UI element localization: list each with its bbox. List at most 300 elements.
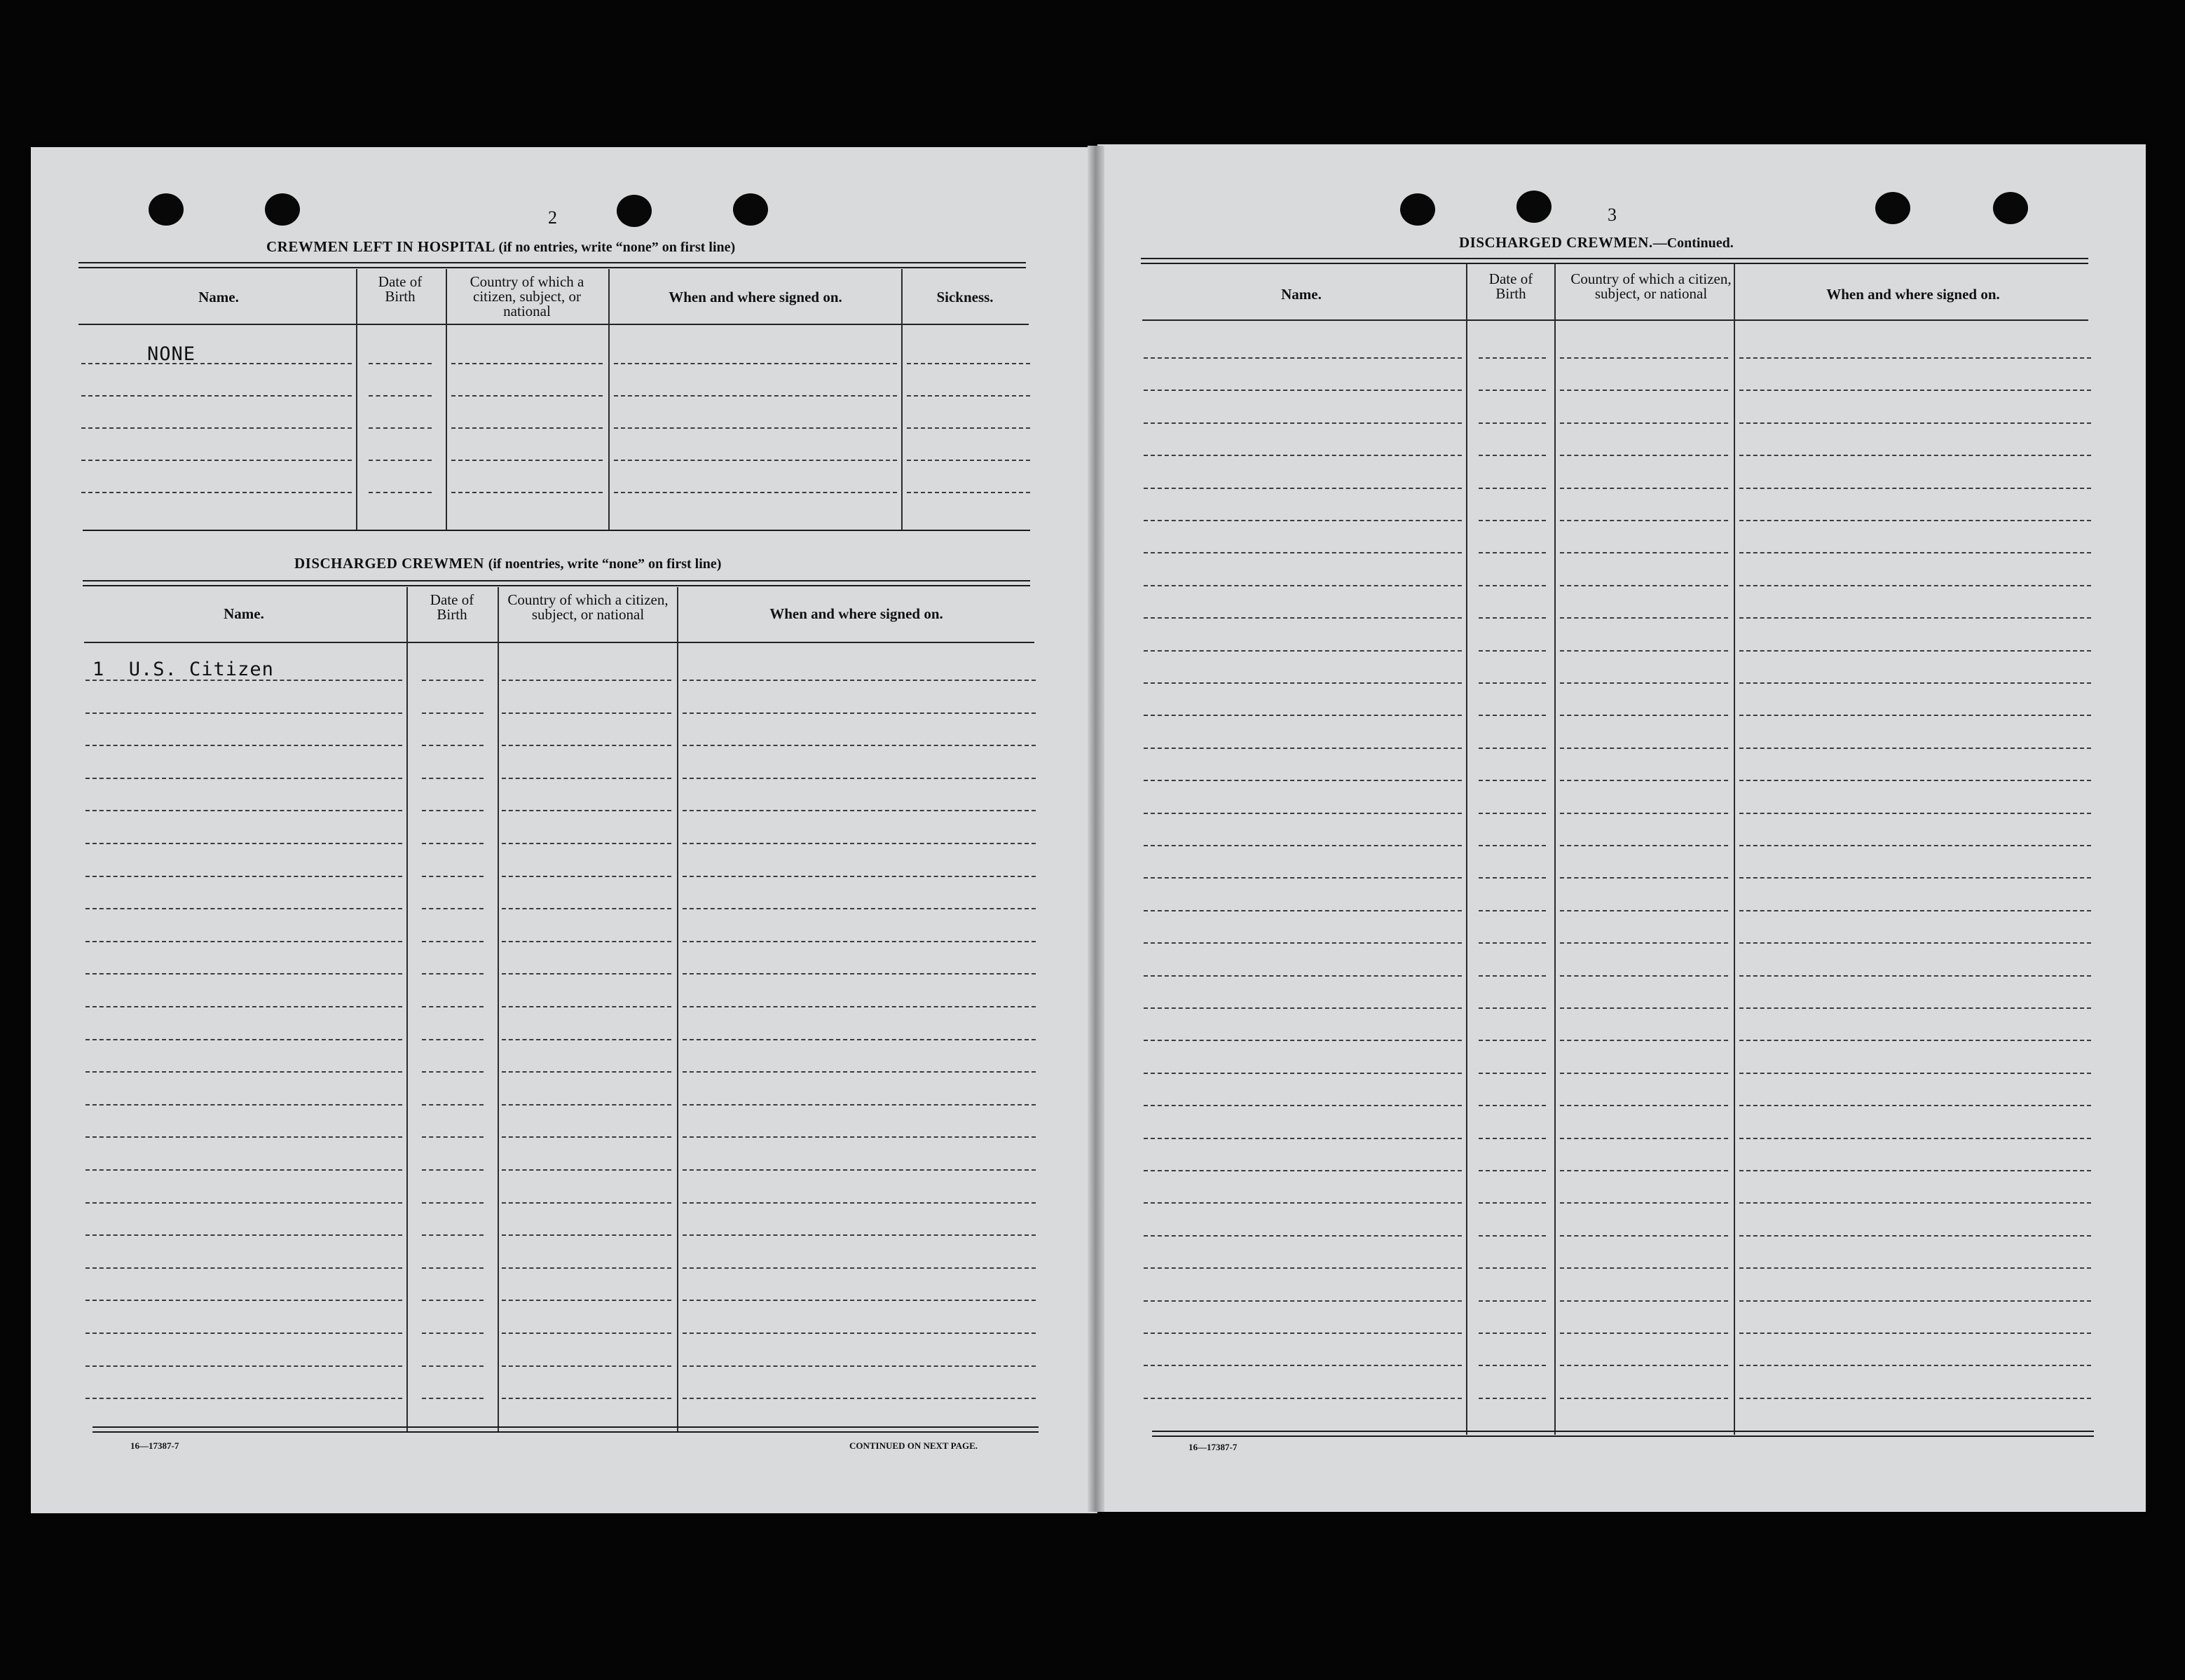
- entry-line: [1144, 845, 1462, 846]
- entry-line: [85, 1104, 402, 1106]
- continued-note: CONTINUED ON NEXT PAGE.: [849, 1440, 978, 1451]
- entry-line: [1479, 877, 1546, 879]
- entry-line: [1560, 845, 1728, 846]
- entry-line: [1560, 748, 1728, 749]
- entry-line: [1144, 715, 1462, 716]
- entry-line: [1479, 617, 1546, 619]
- entry-line: [85, 941, 402, 942]
- entry-line: [422, 712, 484, 714]
- entry-line: [1739, 748, 2091, 749]
- entry-line: [1560, 1365, 1728, 1366]
- entry-line: [1144, 1073, 1462, 1074]
- right-form-page: [1097, 144, 2146, 1512]
- entry-line: [1479, 910, 1546, 911]
- entry-line: [1479, 422, 1546, 424]
- hospital-top-rule: [78, 262, 1026, 268]
- entry-line: [422, 1300, 484, 1301]
- discharged-col-divider: [677, 587, 678, 1432]
- entry-line: [502, 876, 671, 877]
- entry-line: [1144, 748, 1462, 749]
- entry-line: [369, 395, 432, 397]
- entry-line: [1739, 877, 2091, 879]
- entry-line: [81, 492, 352, 493]
- entry-line: [1560, 357, 1728, 359]
- entry-line: [683, 1039, 1036, 1040]
- entry-line: [683, 745, 1036, 746]
- entry-line: [1560, 488, 1728, 489]
- entry-line: [1144, 455, 1462, 456]
- entry-line: [1144, 682, 1462, 684]
- continued-col-country: Country of which a citizen, subject, or national: [1570, 270, 1732, 302]
- entry-line: [683, 1202, 1036, 1204]
- discharged-top-rule: [83, 580, 1030, 586]
- entry-line: [81, 427, 352, 429]
- entry-line: [1144, 422, 1462, 424]
- entry-line: [1739, 1398, 2091, 1399]
- entry-line: [683, 1365, 1036, 1367]
- entry-line: [1560, 1040, 1728, 1041]
- entry-line: [1560, 1007, 1728, 1009]
- entry-line: [1144, 813, 1462, 814]
- continued-col-divider: [1466, 263, 1467, 1435]
- entry-line: [1144, 1138, 1462, 1139]
- entry-line: [81, 395, 352, 397]
- entry-line: [451, 363, 603, 364]
- entry-line: [1560, 1267, 1728, 1269]
- entry-line: [1560, 390, 1728, 391]
- discharged-first-entry: 1 U.S. Citizen: [93, 659, 274, 680]
- discharged-header-rule: [84, 642, 1034, 643]
- entry-line: [1560, 520, 1728, 521]
- hospital-col-divider: [901, 269, 903, 530]
- entry-line: [1560, 910, 1728, 911]
- entry-line: [502, 908, 671, 909]
- hospital-col-signed-on: When and where signed on.: [669, 289, 842, 305]
- entry-line: [1739, 780, 2091, 781]
- entry-line: [683, 843, 1036, 844]
- entry-line: [1739, 975, 2091, 977]
- entry-line: [422, 778, 484, 779]
- entry-line: [1144, 1333, 1462, 1334]
- entry-line: [85, 745, 402, 746]
- hospital-col-divider: [608, 269, 610, 530]
- entry-line: [1479, 1138, 1546, 1139]
- entry-line: [683, 680, 1036, 681]
- entry-line: [1560, 1073, 1728, 1074]
- entry-line: [1479, 1040, 1546, 1041]
- entry-line: [1739, 715, 2091, 716]
- entry-line: [1479, 1007, 1546, 1009]
- entry-line: [1739, 488, 2091, 489]
- entry-line: [1560, 585, 1728, 586]
- entry-line: [907, 460, 1030, 461]
- entry-line: [1739, 1073, 2091, 1074]
- entry-line: [1739, 813, 2091, 814]
- continued-top-rule: [1141, 258, 2088, 264]
- entry-line: [1739, 1105, 2091, 1106]
- entry-line: [369, 427, 432, 429]
- entry-line: [1739, 585, 2091, 586]
- entry-line: [1739, 845, 2091, 846]
- entry-line: [422, 941, 484, 942]
- entry-line: [1144, 1007, 1462, 1009]
- entry-line: [502, 1071, 671, 1073]
- entry-line: [85, 1039, 402, 1040]
- entry-line: [1479, 1170, 1546, 1171]
- entry-line: [85, 1071, 402, 1073]
- continued-section-title: [1459, 234, 1734, 252]
- entry-line: [1144, 390, 1462, 391]
- entry-line: [502, 778, 671, 779]
- entry-line: [614, 363, 897, 364]
- entry-line: [85, 1202, 402, 1204]
- entry-line: [422, 1039, 484, 1040]
- entry-line: [683, 1300, 1036, 1301]
- entry-line: [1739, 1300, 2091, 1302]
- entry-line: [85, 973, 402, 975]
- entry-line: [1560, 1202, 1728, 1204]
- entry-line: [1560, 1398, 1728, 1399]
- entry-line: [422, 908, 484, 909]
- entry-line: [85, 876, 402, 877]
- entry-line: [1739, 390, 2091, 391]
- entry-line: [1144, 1267, 1462, 1269]
- continued-header-rule: [1142, 319, 2088, 321]
- entry-line: [1560, 942, 1728, 944]
- entry-line: [1144, 1040, 1462, 1041]
- entry-line: [1479, 1235, 1546, 1237]
- entry-line: [422, 1333, 484, 1334]
- continued-col-name: Name.: [1281, 286, 1322, 303]
- entry-line: [1560, 813, 1728, 814]
- entry-line: [907, 363, 1030, 364]
- entry-line: [907, 395, 1030, 397]
- entry-line: [502, 810, 671, 811]
- entry-line: [85, 1300, 402, 1301]
- hospital-bottom-rule: [83, 530, 1030, 531]
- entry-line: [1479, 845, 1546, 846]
- entry-line: [1739, 682, 2091, 684]
- entry-line: [1560, 1300, 1728, 1302]
- entry-line: [451, 492, 603, 493]
- entry-line: [422, 1267, 484, 1269]
- entry-line: [1479, 357, 1546, 359]
- entry-line: [81, 363, 352, 364]
- entry-line: [1560, 1105, 1728, 1106]
- entry-line: [1560, 552, 1728, 553]
- entry-line: [1479, 585, 1546, 586]
- entry-line: [422, 1104, 484, 1106]
- discharged-col-name: Name.: [224, 605, 264, 622]
- entry-line: [1144, 942, 1462, 944]
- entry-line: [502, 1104, 671, 1106]
- hospital-title-main: CREWMEN LEFT IN HOSPITAL: [266, 238, 495, 255]
- entry-line: [1560, 1138, 1728, 1139]
- continued-title-main: DISCHARGED CREWMEN.: [1459, 234, 1653, 251]
- entry-line: [422, 680, 484, 681]
- entry-line: [85, 1333, 402, 1334]
- entry-line: [1144, 585, 1462, 586]
- entry-line: [502, 1365, 671, 1367]
- entry-line: [1739, 552, 2091, 553]
- entry-line: [1560, 1235, 1728, 1237]
- entry-line: [1144, 780, 1462, 781]
- continued-col-dob: Date of Birth: [1488, 270, 1533, 302]
- entry-line: [422, 876, 484, 877]
- entry-line: [422, 810, 484, 811]
- entry-line: [1739, 910, 2091, 911]
- discharged-col-divider: [406, 587, 408, 1432]
- entry-line: [1739, 1333, 2091, 1334]
- entry-line: [1739, 422, 2091, 424]
- entry-line: [85, 712, 402, 714]
- entry-line: [1144, 1365, 1462, 1366]
- entry-line: [1479, 1202, 1546, 1204]
- entry-line: [451, 427, 603, 429]
- entry-line: [683, 908, 1036, 909]
- form-number: 16—17387-7: [1189, 1442, 1238, 1452]
- entry-line: [614, 492, 897, 493]
- hospital-col-dob: Date of Birth: [378, 273, 423, 305]
- entry-line: [85, 1398, 402, 1399]
- entry-line: [1144, 1170, 1462, 1171]
- entry-line: [1479, 1365, 1546, 1366]
- hospital-section-title: [266, 238, 735, 256]
- entry-line: [502, 1039, 671, 1040]
- punch-hole: [733, 193, 768, 226]
- entry-line: [85, 1136, 402, 1138]
- entry-line: [85, 1365, 402, 1367]
- entry-line: [1739, 1202, 2091, 1204]
- entry-line: [1560, 650, 1728, 652]
- continued-col-divider: [1554, 263, 1556, 1435]
- discharged-bottom-rule: [93, 1426, 1039, 1433]
- hospital-title-note: (if no entries, write “none” on first line): [498, 240, 736, 255]
- entry-line: [502, 973, 671, 975]
- punch-hole: [1400, 193, 1435, 226]
- entry-line: [683, 1136, 1036, 1138]
- entry-line: [1479, 715, 1546, 716]
- entry-line: [1479, 455, 1546, 456]
- hospital-col-sickness: Sickness.: [936, 289, 994, 305]
- entry-line: [1560, 780, 1728, 781]
- entry-line: [683, 810, 1036, 811]
- entry-line: [369, 363, 432, 364]
- entry-line: [1144, 877, 1462, 879]
- entry-line: [451, 460, 603, 461]
- entry-line: [1144, 910, 1462, 911]
- entry-line: [502, 712, 671, 714]
- entry-line: [614, 427, 897, 429]
- entry-line: [502, 1267, 671, 1269]
- entry-line: [683, 1006, 1036, 1007]
- continued-bottom-rule: [1152, 1431, 2094, 1437]
- entry-line: [85, 810, 402, 811]
- discharged-col-country: Country of which a citizen, subject, or national: [507, 591, 669, 623]
- entry-line: [85, 843, 402, 844]
- entry-line: [1739, 1235, 2091, 1237]
- entry-line: [502, 941, 671, 942]
- entry-line: [1739, 942, 2091, 944]
- entry-line: [422, 973, 484, 975]
- entry-line: [1144, 1235, 1462, 1237]
- entry-line: [1479, 942, 1546, 944]
- entry-line: [502, 1333, 671, 1334]
- discharged-col-divider: [498, 587, 499, 1432]
- entry-line: [502, 1300, 671, 1301]
- entry-line: [1479, 1300, 1546, 1302]
- entry-line: [907, 427, 1030, 429]
- hospital-col-name: Name.: [198, 289, 239, 305]
- entry-line: [1739, 1267, 2091, 1269]
- entry-line: [1479, 390, 1546, 391]
- entry-line: [1560, 877, 1728, 879]
- entry-line: [422, 1234, 484, 1236]
- entry-line: [683, 941, 1036, 942]
- entry-line: [85, 1006, 402, 1007]
- entry-line: [85, 1234, 402, 1236]
- entry-line: [1144, 617, 1462, 619]
- discharged-title-main: DISCHARGED CREWMEN: [294, 555, 484, 572]
- entry-line: [369, 460, 432, 461]
- entry-line: [683, 876, 1036, 877]
- hospital-first-entry: NONE: [147, 343, 196, 365]
- entry-line: [1560, 455, 1728, 456]
- entry-line: [1739, 617, 2091, 619]
- entry-line: [85, 1169, 402, 1171]
- entry-line: [683, 778, 1036, 779]
- hospital-col-divider: [356, 269, 357, 530]
- entry-line: [1479, 1398, 1546, 1399]
- hospital-header-rule: [78, 324, 1029, 325]
- entry-line: [502, 1202, 671, 1204]
- entry-line: [1560, 1170, 1728, 1171]
- page-number: 3: [1608, 205, 1617, 225]
- entry-line: [1560, 617, 1728, 619]
- entry-line: [422, 1006, 484, 1007]
- entry-line: [1144, 520, 1462, 521]
- punch-hole: [149, 193, 184, 226]
- entry-line: [1560, 422, 1728, 424]
- entry-line: [1144, 552, 1462, 553]
- entry-line: [502, 1234, 671, 1236]
- entry-line: [502, 843, 671, 844]
- entry-line: [1739, 1007, 2091, 1009]
- punch-hole: [1875, 192, 1910, 224]
- entry-line: [1479, 813, 1546, 814]
- entry-line: [1739, 1365, 2091, 1366]
- punch-hole: [1993, 192, 2028, 224]
- entry-line: [683, 1234, 1036, 1236]
- discharged-section-title: [294, 555, 721, 572]
- entry-line: [422, 1136, 484, 1138]
- entry-line: [1479, 552, 1546, 553]
- entry-line: [1739, 1170, 2091, 1171]
- entry-line: [1739, 1138, 2091, 1139]
- entry-line: [502, 1136, 671, 1138]
- entry-line: [1479, 780, 1546, 781]
- entry-line: [1479, 520, 1546, 521]
- entry-line: [1479, 1267, 1546, 1269]
- entry-line: [1739, 520, 2091, 521]
- entry-line: [85, 908, 402, 909]
- entry-line: [1479, 1073, 1546, 1074]
- entry-line: [502, 680, 671, 681]
- discharged-col-dob: Date of Birth: [430, 591, 474, 623]
- entry-line: [1479, 650, 1546, 652]
- punch-hole: [617, 195, 652, 227]
- discharged-col-signed-on: When and where signed on.: [769, 605, 943, 622]
- entry-line: [683, 1333, 1036, 1334]
- entry-line: [85, 1267, 402, 1269]
- entry-line: [907, 492, 1030, 493]
- entry-line: [1479, 975, 1546, 977]
- entry-line: [422, 1398, 484, 1399]
- entry-line: [1144, 488, 1462, 489]
- entry-line: [1144, 1105, 1462, 1106]
- entry-line: [1479, 682, 1546, 684]
- entry-line: [502, 1169, 671, 1171]
- entry-line: [683, 973, 1036, 975]
- entry-line: [1479, 1105, 1546, 1106]
- entry-line: [683, 712, 1036, 714]
- entry-line: [502, 1398, 671, 1399]
- entry-line: [422, 1202, 484, 1204]
- entry-line: [369, 492, 432, 493]
- entry-line: [1739, 1040, 2091, 1041]
- entry-line: [422, 1071, 484, 1073]
- entry-line: [1739, 650, 2091, 652]
- entry-line: [422, 1365, 484, 1367]
- entry-line: [614, 460, 897, 461]
- entry-line: [85, 778, 402, 779]
- entry-line: [1560, 1333, 1728, 1334]
- entry-line: [1144, 650, 1462, 652]
- entry-line: [451, 395, 603, 397]
- page-number: 2: [548, 207, 557, 228]
- entry-line: [614, 395, 897, 397]
- entry-line: [1144, 1300, 1462, 1302]
- entry-line: [1144, 1202, 1462, 1204]
- entry-line: [1479, 748, 1546, 749]
- entry-line: [1144, 1398, 1462, 1399]
- discharged-title-note: (if noentries, write “none” on first line): [488, 556, 722, 572]
- hospital-col-country: Country of which a citizen, subject, or national: [470, 273, 584, 319]
- hospital-col-divider: [446, 269, 447, 530]
- entry-line: [502, 1006, 671, 1007]
- entry-line: [683, 1169, 1036, 1171]
- entry-line: [1739, 357, 2091, 359]
- form-number: 16—17387-7: [130, 1440, 179, 1451]
- entry-line: [81, 460, 352, 461]
- entry-line: [422, 745, 484, 746]
- entry-line: [683, 1104, 1036, 1106]
- entry-line: [422, 843, 484, 844]
- entry-line: [683, 1398, 1036, 1399]
- page-gutter: [1088, 146, 1104, 1512]
- entry-line: [502, 745, 671, 746]
- entry-line: [1144, 975, 1462, 977]
- entry-line: [422, 1169, 484, 1171]
- continued-col-divider: [1734, 263, 1735, 1435]
- entry-line: [1739, 455, 2091, 456]
- punch-hole: [1516, 191, 1552, 223]
- continued-col-signed-on: When and where signed on.: [1826, 286, 2000, 303]
- continued-title-note: —Continued.: [1652, 235, 1734, 251]
- entry-line: [1479, 1333, 1546, 1334]
- entry-line: [683, 1071, 1036, 1073]
- entry-line: [1560, 715, 1728, 716]
